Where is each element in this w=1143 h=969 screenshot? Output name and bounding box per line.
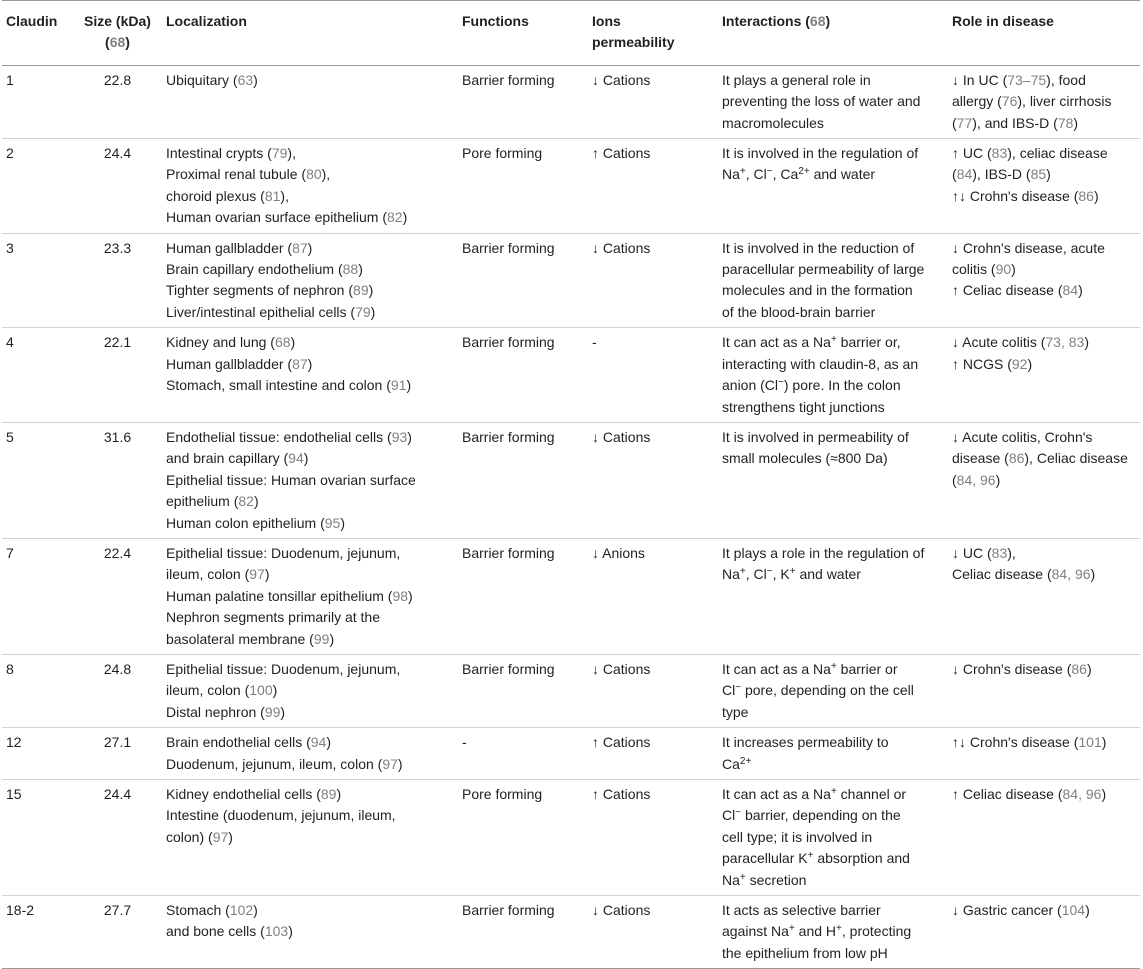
cell-function: Pore forming	[462, 145, 543, 162]
cell-ions: ↑ Cations	[592, 734, 651, 751]
cell-line: It can act as a Na+ channel or	[722, 786, 907, 802]
cell-localization	[162, 328, 458, 423]
cell-localization	[162, 728, 458, 780]
cell-interactions	[718, 728, 948, 780]
cell-function: Barrier forming	[462, 660, 555, 677]
cell-line: small molecules (≈800 Da)	[722, 450, 888, 467]
header-role-in-disease: Role in disease	[952, 13, 1054, 29]
cell-line: paracellular K+ absorption and	[722, 850, 910, 867]
cell-line: molecules and in the formation	[722, 282, 913, 299]
cell-line: interacting with claudin-8, as an	[722, 355, 919, 372]
cell-line: It is involved in the reduction of	[722, 239, 915, 256]
cell-line: (84, 96)	[952, 471, 1001, 488]
cell-line: ileum, colon (97)	[166, 566, 270, 583]
cell-line: Na+ secretion	[722, 871, 807, 888]
cell-line: ↓ Acute colitis (73, 83)	[952, 334, 1089, 351]
claudin-table	[2, 0, 1140, 969]
cell-function: Barrier forming	[462, 544, 555, 561]
cell-claudin: 8	[6, 660, 14, 677]
cell-line: Stomach (102)	[166, 902, 258, 919]
cell-localization	[162, 896, 458, 969]
header-interactions: Interactions (68)	[722, 13, 831, 29]
cell-claudin: 4	[6, 334, 14, 351]
cell-line: Intestine (duodenum, jejunum, ileum,	[166, 807, 396, 824]
cell-line: ↓ In UC (73–75), food	[952, 71, 1086, 88]
cell-line: ↑↓ Crohn's disease (86)	[952, 187, 1099, 204]
cell-line: It is involved in the regulation of	[722, 145, 919, 162]
cell-line: and bone cells (103)	[166, 923, 293, 940]
table-row	[2, 896, 1140, 969]
cell-interactions	[718, 422, 948, 538]
cell-line: Brain endothelial cells (94)	[166, 734, 331, 751]
cell-line: Cl− barrier, depending on the	[722, 807, 901, 824]
table-row	[2, 328, 1140, 423]
cell-line: of the blood-brain barrier	[722, 303, 876, 320]
cell-line: ↓ Gastric cancer (104)	[952, 902, 1090, 919]
header-size: Size (kDa) (68)	[84, 13, 151, 51]
cell-line: Endothelial tissue: endothelial cells (93)	[166, 428, 412, 445]
cell-line: basolateral membrane (99)	[166, 630, 335, 647]
cell-line: Human colon epithelium (95)	[166, 514, 345, 531]
cell-disease	[948, 65, 1140, 138]
cell-ions: ↓ Cations	[592, 239, 651, 256]
cell-line: choroid plexus (81),	[166, 187, 289, 204]
cell-localization	[162, 233, 458, 328]
cell-line: ↓ UC (83),	[952, 544, 1016, 561]
cell-line: Ubiquitary (63)	[166, 71, 258, 88]
cell-function: -	[462, 734, 467, 751]
cell-interactions	[718, 538, 948, 654]
cell-size: 24.4	[103, 145, 132, 162]
cell-localization	[162, 139, 458, 234]
cell-line: allergy (76), liver cirrhosis	[952, 93, 1112, 110]
cell-line: type	[722, 703, 749, 720]
cell-localization	[162, 538, 458, 654]
cell-line: ileum, colon (100)	[166, 682, 278, 699]
cell-line: Proximal renal tubule (80),	[166, 166, 331, 183]
cell-function: Barrier forming	[462, 334, 555, 351]
cell-line: Distal nephron (99)	[166, 703, 286, 720]
cell-line: It can act as a Na+ barrier or	[722, 660, 898, 677]
cell-disease	[948, 780, 1140, 896]
cell-size: 31.6	[103, 428, 132, 445]
cell-localization	[162, 780, 458, 896]
cell-size: 24.8	[103, 660, 132, 677]
cell-line: Cl− pore, depending on the cell	[722, 682, 914, 699]
header-claudin: Claudin	[6, 13, 58, 29]
table-row	[2, 139, 1140, 234]
cell-line: ↑↓ Crohn's disease (101)	[952, 734, 1107, 751]
cell-line: Tighter segments of nephron (89)	[166, 282, 374, 299]
cell-line: It is involved in permeability of	[722, 428, 909, 445]
cell-line: It can act as a Na+ barrier or,	[722, 334, 901, 351]
cell-localization	[162, 422, 458, 538]
cell-line: Duodenum, jejunum, ileum, colon (97)	[166, 755, 403, 772]
cell-line: anion (Cl−) pore. In the colon	[722, 377, 901, 394]
cell-claudin: 3	[6, 239, 14, 256]
cell-line: Liver/intestinal epithelial cells (79)	[166, 303, 376, 320]
cell-size: 23.3	[103, 239, 132, 256]
cell-line: (77), and IBS-D (78)	[952, 114, 1079, 131]
cell-line: It acts as selective barrier	[722, 902, 881, 919]
cell-line: Celiac disease (84, 96)	[952, 566, 1096, 583]
cell-size: 27.7	[103, 902, 132, 919]
cell-line: paracellular permeability of large	[722, 261, 925, 278]
table-row	[2, 233, 1140, 328]
cell-function: Barrier forming	[462, 902, 555, 919]
cell-ions: ↓ Cations	[592, 428, 651, 445]
cell-line: strengthens tight junctions	[722, 398, 885, 415]
table-row	[2, 422, 1140, 538]
cell-line: against Na+ and H+, protecting	[722, 923, 912, 940]
header-localization: Localization	[166, 13, 247, 29]
cell-line: Na+, Cl−, K+ and water	[722, 566, 861, 583]
cell-line: It plays a role in the regulation of	[722, 544, 925, 561]
cell-line: Brain capillary endothelium (88)	[166, 261, 363, 278]
cell-line: ↓ Crohn's disease, acute	[952, 239, 1105, 256]
cell-claudin: 7	[6, 544, 14, 561]
cell-claudin: 15	[6, 786, 22, 802]
cell-line: and brain capillary (94)	[166, 450, 309, 467]
cell-ions: ↑ Cations	[592, 786, 651, 802]
cell-line: cell type; it is involved in	[722, 828, 873, 845]
cell-size: 22.4	[103, 544, 132, 561]
cell-disease	[948, 328, 1140, 423]
cell-size: 27.1	[103, 734, 132, 751]
cell-disease	[948, 139, 1140, 234]
cell-disease	[948, 728, 1140, 780]
cell-line: ↑ Celiac disease (84, 96)	[952, 786, 1107, 802]
cell-disease	[948, 896, 1140, 969]
cell-interactions	[718, 65, 948, 138]
cell-line: Epithelial tissue: Human ovarian surface	[166, 471, 416, 488]
cell-line: It increases permeability to	[722, 734, 889, 751]
cell-size: 22.8	[103, 71, 132, 88]
cell-line: Nephron segments primarily at the	[166, 609, 380, 626]
cell-claudin: 18-2	[6, 902, 35, 919]
cell-interactions	[718, 233, 948, 328]
table-row	[2, 65, 1140, 138]
cell-claudin: 1	[6, 71, 14, 88]
cell-localization	[162, 65, 458, 138]
table-body	[2, 65, 1140, 968]
cell-line: Stomach, small intestine and colon (91)	[166, 377, 412, 394]
cell-line: Epithelial tissue: Duodenum, jejunum,	[166, 544, 401, 561]
cell-line: disease (86), Celiac disease	[952, 450, 1128, 467]
cell-line: epithelium (82)	[166, 493, 259, 510]
cell-disease	[948, 538, 1140, 654]
table-row	[2, 728, 1140, 780]
cell-interactions	[718, 780, 948, 896]
cell-ions: -	[592, 334, 597, 351]
cell-line: Human palatine tonsillar epithelium (98)	[166, 587, 413, 604]
cell-line: Human gallbladder (87)	[166, 355, 313, 372]
cell-size: 22.1	[103, 334, 132, 351]
cell-interactions	[718, 896, 948, 969]
cell-line: preventing the loss of water and	[722, 93, 921, 110]
cell-ions: ↓ Cations	[592, 660, 651, 677]
cell-claudin: 2	[6, 145, 14, 162]
cell-line: colon) (97)	[166, 828, 233, 845]
cell-line: ↑ UC (83), celiac disease	[952, 145, 1108, 162]
table-header	[2, 1, 1140, 66]
cell-claudin: 12	[6, 734, 22, 751]
cell-interactions	[718, 654, 948, 727]
cell-disease	[948, 654, 1140, 727]
table-row	[2, 780, 1140, 896]
cell-ions: ↓ Cations	[592, 71, 651, 88]
cell-line: Kidney endothelial cells (89)	[166, 786, 342, 802]
table-row	[2, 654, 1140, 727]
cell-line: Kidney and lung (68)	[166, 334, 296, 351]
cell-line: ↓ Acute colitis, Crohn's	[952, 428, 1093, 445]
cell-line: ↑ Celiac disease (84)	[952, 282, 1083, 299]
cell-ions: ↑ Cations	[592, 145, 651, 162]
header-functions: Functions	[462, 13, 529, 29]
cell-localization	[162, 654, 458, 727]
cell-line: (84), IBS-D (85)	[952, 166, 1051, 183]
cell-function: Barrier forming	[462, 239, 555, 256]
cell-function: Barrier forming	[462, 71, 555, 88]
cell-line: ↑ NCGS (92)	[952, 355, 1033, 372]
cell-line: colitis (90)	[952, 261, 1016, 278]
cell-interactions	[718, 328, 948, 423]
table-row	[2, 538, 1140, 654]
cell-function: Barrier forming	[462, 428, 555, 445]
cell-line: Human gallbladder (87)	[166, 239, 313, 256]
cell-line: $Ca^{2+}$	[722, 755, 752, 772]
cell-ions: ↓ Anions	[592, 544, 645, 561]
cell-interactions	[718, 139, 948, 234]
cell-line: ↓ Crohn's disease (86)	[952, 660, 1092, 677]
cell-disease	[948, 422, 1140, 538]
cell-ions: ↓ Cations	[592, 902, 651, 919]
cell-line: the epithelium from low pH	[722, 944, 888, 961]
cell-disease	[948, 233, 1140, 328]
header-ions-permeability: Ions permeability	[592, 13, 675, 51]
cell-function: Pore forming	[462, 786, 543, 802]
cell-line: Na+, Cl−, $Ca^{2+}$ and water	[722, 166, 876, 183]
cell-line: macromolecules	[722, 114, 824, 131]
cell-line: Epithelial tissue: Duodenum, jejunum,	[166, 660, 401, 677]
cell-claudin: 5	[6, 428, 14, 445]
cell-line: Human ovarian surface epithelium (82)	[166, 209, 408, 226]
cell-line: Intestinal crypts (79),	[166, 145, 296, 162]
cell-size: 24.4	[103, 786, 132, 802]
cell-line: It plays a general role in	[722, 71, 871, 88]
